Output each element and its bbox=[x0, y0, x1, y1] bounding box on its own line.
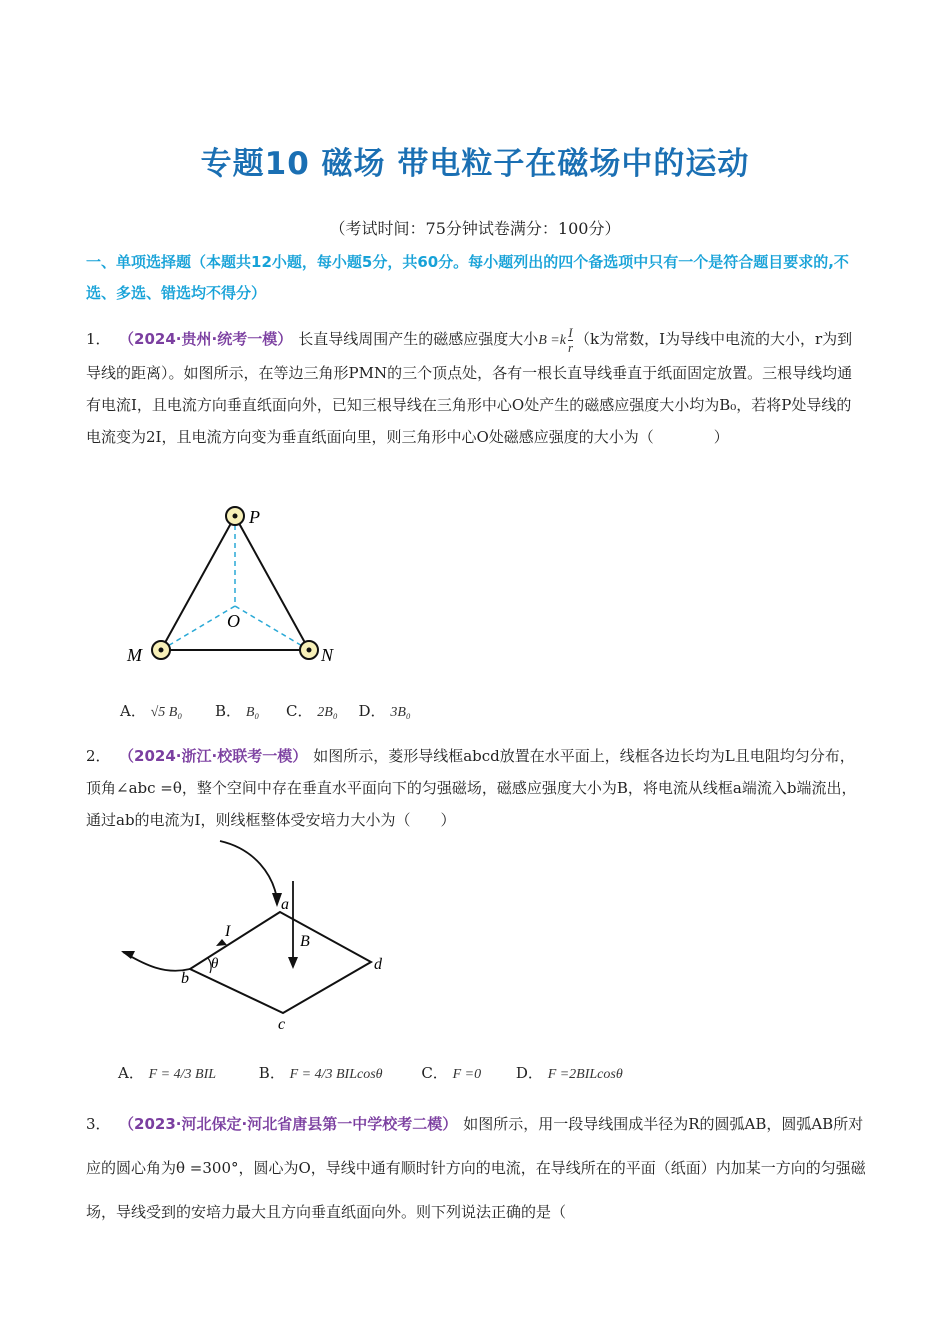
option-b[interactable]: B． B₀ bbox=[215, 702, 260, 720]
page-title: 专题10 磁场 带电粒子在磁场中的运动 bbox=[200, 146, 750, 182]
label-theta: θ bbox=[211, 956, 219, 972]
option-c[interactable]: C． F =0 bbox=[421, 1064, 482, 1082]
formula-lhs: B =k bbox=[538, 333, 566, 348]
question-source: （2024·贵州·统考一模） bbox=[126, 330, 293, 348]
question-1 bbox=[86, 323, 866, 453]
question-number: 1． bbox=[86, 330, 111, 348]
q1-options bbox=[120, 700, 411, 721]
section-heading: 一、单项选择题（本题共12小题，每小题5分，共60分。每小题列出的四个备选项中只有一个是符合题目要求的,不选、多选、错选均不得分） bbox=[86, 253, 849, 302]
question-3 bbox=[86, 1102, 866, 1234]
question-text: 如图所示，用一段导线围成半径为R的圆弧AB，圆弧AB所对应的圆心角为θ =300°，圆心为O，导线中通有顺时针方向的电流，在导线所在的平面（纸面）内加某一方向的匀强磁场，导线受到的安培力最大且方向垂直纸面向外。则下列说法正确的是（ bbox=[86, 1115, 866, 1221]
triangle-figure bbox=[115, 500, 355, 675]
label-d: d bbox=[374, 956, 382, 973]
rhombus-figure bbox=[115, 835, 405, 1035]
option-a[interactable]: A． √5 B₀ bbox=[120, 702, 183, 720]
label-a: a bbox=[281, 896, 289, 913]
label-p: P bbox=[249, 507, 260, 527]
option-d[interactable]: D． 3B₀ bbox=[358, 702, 411, 720]
label-b: b bbox=[181, 970, 189, 987]
question-2 bbox=[86, 740, 866, 836]
question-text: （k为常数，I为导线中电流的大小，r为到导线的距离）。如图所示，在等边三角形PMN的三个顶点处，各有一根长直导线垂直于纸面固定放置。三根导线均通有电流I，且电流方向垂直纸面向外，已知三根导线在三角形中心O处产生的磁感应强度大小均为B₀，若将P处导线的电流变为2I，且电流方向变为垂直纸面向里，则三角形中心O处磁感应强度的大小为（ ） bbox=[86, 330, 853, 446]
label-o: O bbox=[227, 611, 240, 631]
label-c: c bbox=[278, 1016, 286, 1033]
formula-numerator: I bbox=[568, 324, 573, 340]
formula-fraction bbox=[568, 326, 573, 355]
question-number: 3． bbox=[86, 1115, 111, 1133]
option-c[interactable]: C． 2B₀ bbox=[286, 702, 338, 720]
q2-options bbox=[118, 1062, 623, 1083]
question-source: （2023·河北保定·河北省唐县第一中学校考二模） bbox=[126, 1115, 458, 1133]
question-number: 2． bbox=[86, 747, 111, 765]
option-b[interactable]: B． F = 4/3 BILcosθ bbox=[258, 1064, 383, 1082]
option-d[interactable]: D． F =2BILcosθ bbox=[515, 1064, 623, 1082]
option-a[interactable]: A． F = 4/3 BIL bbox=[118, 1064, 217, 1082]
question-source: （2024·浙江·校联考一模） bbox=[126, 747, 308, 765]
question-text: 长直导线周围产生的磁感应强度大小 bbox=[298, 330, 539, 348]
question-text: 如图所示，菱形导线框abcd放置在水平面上，线框各边长均为L且电阻均匀分布，顶角∠abc =θ，整个空间中存在垂直水平面向下的匀强磁场，磁感应强度大小为B，将电流从线框a端流入b端流出，通过ab的电流为I，则线框整体受安培力大小为（ ） bbox=[86, 747, 857, 829]
label-m: M bbox=[127, 645, 142, 665]
formula-denominator: r bbox=[567, 339, 573, 355]
label-n: N bbox=[321, 645, 334, 665]
exam-info: （考试时间：75分钟试卷满分：100分） bbox=[329, 219, 621, 238]
label-current-i: I bbox=[225, 923, 231, 940]
label-field-b: B bbox=[300, 933, 310, 950]
